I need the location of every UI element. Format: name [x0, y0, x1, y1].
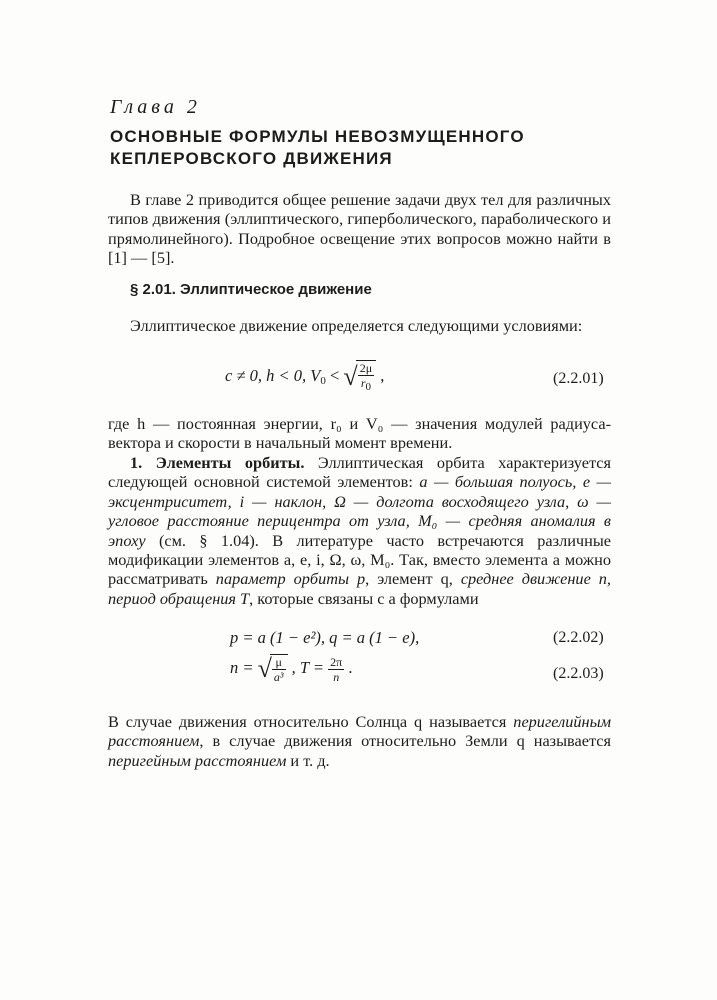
- eq3-den: a³: [273, 670, 284, 684]
- elements-heading: 1. Элементы орбиты.: [130, 453, 305, 472]
- eq3-num: μ: [272, 655, 286, 670]
- eq3-t-den: n: [333, 669, 340, 684]
- sqrt-sign-2: √: [257, 654, 272, 683]
- intro-paragraph: В главе 2 приводится общее решение задачи двух тел для различных типов движения (эллиптического, гиперболического, параболического и прямолинейного). Подробное освещение этих вопросов можно найти в [1] — [5].: [108, 190, 611, 268]
- eq1-lt: <: [325, 365, 344, 385]
- elements-italic-b: параметр орбиты p: [215, 569, 366, 589]
- eq1-num: 2μ: [359, 361, 373, 375]
- eq1-lhs: c ≠ 0, h < 0, V: [225, 365, 321, 385]
- elements-text-b: (см. § 1.04). В литературе часто встречаются различные модификации элементов a, e, i, Ω, ω, M₀. Так, вместо элемента a можно рассматривать: [108, 530, 611, 589]
- where-paragraph: где h — постоянная энергии, r₀ и V₀ — значения модулей радиуса-вектора и скорости в начальный момент времени.: [108, 414, 611, 453]
- eq1-tail: ,: [376, 365, 385, 385]
- chapter-title: ОСНОВНЫЕ ФОРМУЛЫ НЕВОЗМУЩЕННОГО КЕПЛЕРОВСКОГО ДВИЖЕНИЯ: [110, 127, 525, 168]
- eq3-t-num: 2π: [330, 654, 343, 669]
- equation-number-2-2-01: (2.2.01): [553, 370, 604, 387]
- eq1-den-sub: 0: [365, 381, 371, 393]
- elements-paragraph: [108, 453, 611, 608]
- elements-italic-c: среднее движение n, период обращения T: [108, 569, 611, 608]
- elements-text-a: Эллиптическая орбита характеризуется следующей основной системой элементов:: [108, 453, 611, 492]
- closing-italic-b: перигейным расстоянием: [108, 750, 287, 770]
- section-heading: § 2.01. Эллиптическое движение: [130, 281, 372, 298]
- closing-text-a: В случае движения относительно Солнца q называется: [108, 712, 514, 731]
- elements-text-c: , элемент q,: [365, 569, 461, 589]
- chapter-label: Глава 2: [110, 96, 201, 118]
- sqrt-sign: √: [343, 362, 358, 391]
- equation-2-2-02: p = a (1 − e²), q = a (1 − e),: [230, 628, 420, 647]
- eq3-radicand: [270, 654, 288, 684]
- elements-text-d: , которые связаны с a формулами: [249, 588, 479, 608]
- equation-2-2-03: [230, 654, 352, 684]
- eq3-lhs: n =: [230, 657, 258, 677]
- equation-number-2-2-02: (2.2.02): [553, 629, 604, 646]
- equation-number-2-2-03: (2.2.03): [553, 665, 604, 682]
- eq1-radicand: [356, 360, 376, 394]
- closing-italic-a: перигелийным расстоянием: [108, 712, 611, 751]
- eq3-tail: .: [344, 657, 353, 677]
- closing-paragraph: [108, 712, 611, 770]
- closing-text-b: , в случае движения относительно Земли q называется: [199, 731, 611, 751]
- eq3-mid: , T =: [287, 657, 329, 677]
- elements-italic-a: a — большая полуось, e — эксцентриситет, i — наклон, Ω — долгота восходящего узла, ω — угловое расстояние перицентра от узла, M₀ — средняя аномалия в эпоху: [108, 472, 611, 550]
- eq1-sub: 0: [320, 374, 326, 387]
- eq1-den: r: [360, 376, 366, 390]
- equation-2-2-01: [225, 360, 384, 394]
- section-intro: Эллиптическое движение определяется следующими условиями:: [130, 316, 583, 335]
- closing-text-c: и т. д.: [286, 750, 330, 770]
